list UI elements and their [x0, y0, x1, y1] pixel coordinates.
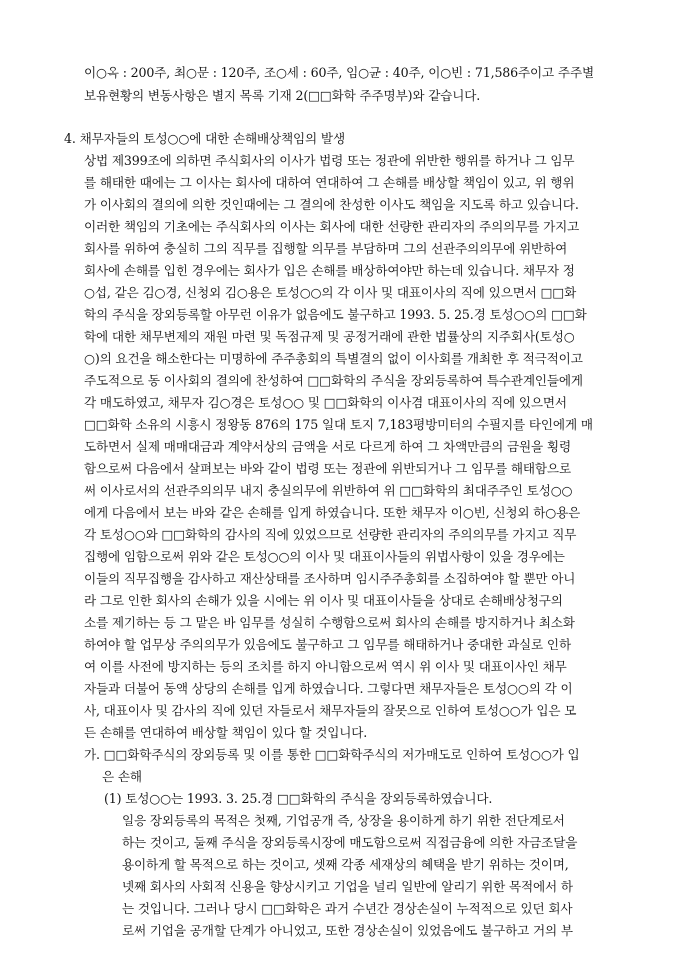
text-line: 라 그로 인한 회사의 손해가 있을 시에는 위 이사 및 대표이사들을 상대로 손해배상청구의	[84, 593, 563, 608]
text-line: 각 토성○○와 □□화학의 감사의 직에 있었으므로 선량한 관리자의 주의의무를 가지고 직무	[84, 527, 577, 542]
text-line: 집행에 임함으로써 위와 같은 토성○○의 이사 및 대표이사들의 위법사항이 있을 경우에는	[84, 549, 565, 564]
text-line: 에게 다음에서 보는 바와 같은 손해를 입게 하였습니다. 또한 채무자 이○빈, 신청외 하○용은	[84, 505, 581, 520]
text-line: 학에 대한 채무변제의 재원 마련 및 독점규제 및 공정거래에 관한 법률상의 지주회사(토성○	[84, 329, 575, 344]
text-line: 이들의 직무집행을 감사하고 재산상태를 조사하며 임시주주총회를 소집하여야 할 뿐만 아니	[84, 571, 576, 586]
text-line: 회사에 손해를 입힌 경우에는 회사가 입은 손해를 배상하여야만 하는데 있습니다. 채무자 정	[84, 263, 575, 278]
text-line: 보유현황의 변동사항은 별지 목록 기재 2(□□화학 주주명부)와 같습니다.	[84, 88, 481, 103]
text-line: 이러한 책임의 기초에는 주식회사의 이사는 회사에 대한 선량한 관리자의 주의의무를 가지고	[84, 219, 580, 234]
text-line: 학의 주식을 장외등록할 아무런 이유가 없음에도 불구하고 1993. 5. 25.경 토성○○의 □□화	[84, 307, 587, 322]
text-line: 여 이를 사전에 방지하는 등의 조치를 하지 아니함으로써 역시 위 이사 및 대표이사인 채무	[84, 659, 567, 674]
text-line: 를 해태한 때에는 그 이사는 회사에 대하여 연대하여 그 손해를 배상할 책임이 있고, 위 행위	[84, 175, 575, 190]
text-line: 가 이사회의 결의에 의한 것인때에는 그 결의에 찬성한 이사도 책임을 지도록 하고 있습니다.	[84, 197, 579, 212]
text-line: ○섭, 같은 김○경, 신청외 김○용은 토성○○의 각 이사 및 대표이사의 직에 있으면서 □□화	[84, 285, 577, 300]
text-line: 상법 제399조에 의하면 주식회사의 이사가 법령 또는 정관에 위반한 행위를 하거나 그 임무	[84, 153, 575, 168]
text-line: 든 손해를 연대하여 배상할 책임이 있다 할 것입니다.	[84, 725, 368, 740]
text-line: 하여야 할 업무상 주의의무가 있음에도 불구하고 그 임무를 해태하거나 중대한 과실로 인하	[84, 637, 571, 652]
text-line: 로써 기업을 공개할 단계가 아니었고, 또한 경상손실이 있었음에도 불구하고 거의 부	[122, 923, 573, 938]
item-heading: (1) 토성○○는 1993. 3. 25.경 □□화학의 주식을 장외등록하였습니다.	[104, 791, 493, 806]
text-line: 넷째 회사의 사회적 신용을 향상시키고 기업을 널리 일반에 알리기 위한 목적에서 하	[122, 879, 573, 894]
text-line: 하는 것이고, 둘째 주식을 장외등록시장에 매도함으로써 직접금융에 의한 자금조달을	[122, 835, 578, 850]
text-line: 도하면서 실제 매매대금과 계약서상의 금액을 서로 다르게 하여 그 차액만큼의 금원을 횡령	[84, 439, 571, 454]
text-line: 함으로써 다음에서 살펴보는 바와 같이 법령 또는 정관에 위반되거나 그 임무를 해태함으로	[84, 461, 571, 476]
text-line: 사, 대표이사 및 감사의 직에 있던 자들로서 채무자들의 잘못으로 인하여 토성○○가 입은 모	[84, 703, 577, 718]
text-line: 소를 제기하는 등 그 맡은 바 임무를 성실히 수행함으로써 회사의 손해를 방지하거나 최소화	[84, 615, 575, 630]
text-line: 용이하게 할 목적으로 하는 것이고, 셋째 각종 세재상의 혜택을 받기 위하는 것이며,	[122, 857, 569, 872]
section-heading: 4. 채무자들의 토성○○에 대한 손해배상책임의 발생	[64, 131, 345, 146]
text-line: 주도적으로 동 이사회의 결의에 찬성하여 □□화학의 주식을 장외등록하여 특수관계인들에게	[84, 373, 583, 388]
text-line: 일응 장외등록의 목적은 첫째, 기업공개 즉, 상장을 용이하게 하기 위한 전단계로서	[122, 813, 565, 828]
text-line: ○)의 요건을 해소한다는 미명하에 주주총회의 특별결의 없이 이사회를 개최한 후 적극적이고	[84, 351, 583, 366]
text-line: 각 매도하였고, 채무자 김○경은 토성○○ 및 □□화학의 이사겸 대표이사의 직에 있으면서	[84, 395, 567, 410]
subsection-heading: 가. □□화학주식의 장외등록 및 이를 통한 □□화학주식의 저가매도로 인하여 토성○○가 입	[84, 747, 580, 762]
text-line: 써 이사로서의 선관주의의무 내지 충실의무에 위반하여 위 □□화학의 최대주주인 토성○○	[84, 483, 573, 498]
text-line: 자들과 더불어 동액 상당의 손해를 입게 하였습니다. 그렇다면 채무자들은 토성○○의 각 이	[84, 681, 573, 696]
text-line: 는 것입니다. 그러나 당시 □□화학은 과거 수년간 경상손실이 누적적으로 있던 회사	[122, 901, 573, 916]
text-line: □□화학 소유의 시흥시 정왕동 876의 175 일대 토지 7,183평방미터의 수필지를 타인에게 매	[84, 417, 593, 432]
text-line: 이○옥 : 200주, 최○문 : 120주, 조○세 : 60주, 임○균 : 40주, 이○빈 : 71,586주이고 주주별	[84, 65, 594, 80]
text-line: 회사를 위하여 충실히 그의 직무를 집행할 의무를 부담하며 그의 선관주의의무에 위반하여	[84, 241, 568, 256]
subsection-heading-cont: 은 손해	[102, 769, 142, 784]
